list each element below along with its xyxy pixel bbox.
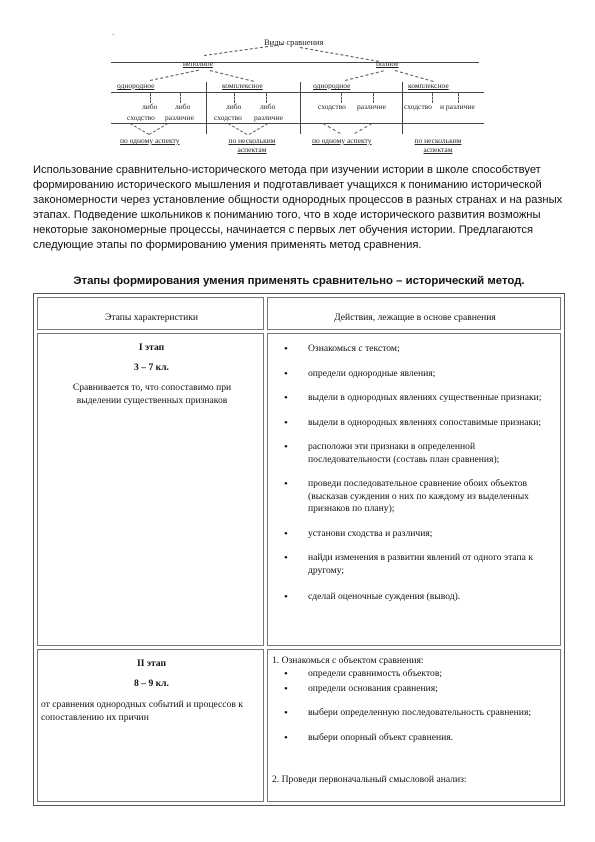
diagram-leaf-label: различие [357, 102, 386, 111]
stage2-description: от сравнения однородных событий и процессов к сопоставлению их причин [41, 699, 243, 723]
stage2-step1: 1. Ознакомься с объектом сравнения: [272, 655, 424, 666]
diagram-connector [228, 123, 248, 135]
list-item: • определи основания сравнения; [268, 683, 553, 696]
diagram-connector [130, 123, 150, 135]
list-item: • выбери определенную последовательность сравнения; [268, 707, 553, 720]
diagram-line [300, 82, 301, 134]
diagram-bottom-item: по нескольким аспектам [228, 136, 276, 154]
diagram-level2-item: однородное [117, 81, 155, 90]
table-row-stage1-left [37, 333, 264, 646]
diagram-level1-incomplete: неполное [183, 59, 213, 68]
diagram-title: Виды сравнения [264, 37, 324, 47]
diagram-leaf-label: либо [175, 102, 191, 111]
diagram-line [111, 92, 484, 93]
list-item: • выдели в однородных явлениях существенные признаки; [268, 392, 553, 405]
list-item: • выдели в однородных явлениях сопоставимые признаки; [268, 417, 553, 430]
diagram-connector [432, 93, 433, 103]
stage2-grades: 8 – 9 кл. [134, 678, 169, 689]
section-heading: Этапы формирования умения применять сравнительно – исторический метод. [73, 275, 525, 287]
table-row-stage1-right [267, 333, 561, 646]
diagram-level2-item: однородное [313, 81, 351, 90]
table-row-stage2-right [267, 649, 561, 802]
diagram-line [402, 82, 403, 134]
list-item: • Ознакомься с текстом; [268, 343, 553, 356]
table-row-stage2-left [37, 649, 264, 802]
diagram-connector [149, 123, 169, 135]
intro-paragraph: Использование сравнительно-исторического метода при изучении истории в школе способствует формированию исторического мышления и подготавливает учащихся к пониманию исторической закономерности через установление общности однородных процессов в разных странах и на разных этапах. Подведение школьников к пониманию того, что в ходе исторического развития возможны некоторые закономерные процессы, начинается с первых лет обучения истории. Предлагаются следующие этапы по формированию умения применять метод сравнения. [33, 164, 563, 252]
stage2-title: II этап [136, 658, 167, 669]
table-header-actions: Действия, лежащие в основе сравнения [334, 312, 496, 323]
diagram-bottom-item: по одному аспекту [312, 136, 372, 145]
diagram-bottom-item: по нескольким аспектам [414, 136, 462, 154]
diagram-connector [300, 47, 379, 62]
diagram-leaf-label: либо [260, 102, 276, 111]
list-item: • определи однородные явления; [268, 368, 553, 381]
stage1-description: Сравнивается то, что сопоставимо при выделении существенных признаков [72, 382, 232, 406]
stage1-grades: 3 – 7 кл. [134, 362, 169, 373]
list-item: • расположи эти признаки в определенной последовательности (составь план сравнения); [268, 441, 553, 466]
stage1-action-list [268, 343, 553, 604]
table-header-stages: Этапы характеристики [104, 312, 199, 323]
diagram-leaf-label: различие [165, 113, 194, 122]
list-item: • установи сходства и различия; [268, 528, 553, 541]
diagram-leaf-label: либо [142, 102, 158, 111]
table-header-cell [37, 297, 264, 330]
list-item: • проведи последовательное сравнение обоих объектов (высказав суждения о них по каждому из выделенных признаков по плану); [268, 478, 553, 516]
diagram-connector [354, 123, 372, 134]
diagram-leaf-label: сходство [127, 113, 155, 122]
stages-table [33, 293, 565, 806]
diagram-connector [323, 123, 341, 134]
diagram-level2-item: комплексное [222, 81, 263, 90]
list-item: • найди изменения в развитии явлений от одного этапа к другому; [268, 552, 553, 577]
list-item: • сделай оценочные суждения (вывод). [268, 591, 553, 604]
diagram-connector [249, 123, 269, 135]
diagram-leaf-label: и различие [440, 102, 475, 111]
diagram-connector [204, 44, 283, 56]
diagram-level2-item: комплексное [408, 81, 449, 90]
list-item: • выбери опорный объект сравнения. [268, 732, 553, 745]
diagram-leaf-label: различие [254, 113, 283, 122]
diagram-line [206, 82, 207, 134]
diagram-line [111, 62, 479, 63]
stage2-step2: 2. Проведи первоначальный смысловой анализ: [272, 774, 467, 785]
diagram-connector [150, 70, 199, 81]
diagram-leaf-label: либо [226, 102, 242, 111]
diagram-leaf-label: сходство [404, 102, 432, 111]
diagram-top-mark: · [112, 30, 115, 39]
diagram-connector [345, 70, 384, 81]
stage2-action-list [268, 668, 553, 744]
diagram-bottom-item: по одному аспекту [120, 136, 180, 145]
diagram-leaf-label: сходство [214, 113, 242, 122]
list-item: • определи сравнимость объектов; [268, 668, 553, 681]
table-header-cell [267, 297, 561, 330]
diagram-level1-complete: полное [376, 59, 399, 68]
diagram-leaf-label: сходство [318, 102, 346, 111]
stage1-title: I этап [138, 342, 165, 353]
